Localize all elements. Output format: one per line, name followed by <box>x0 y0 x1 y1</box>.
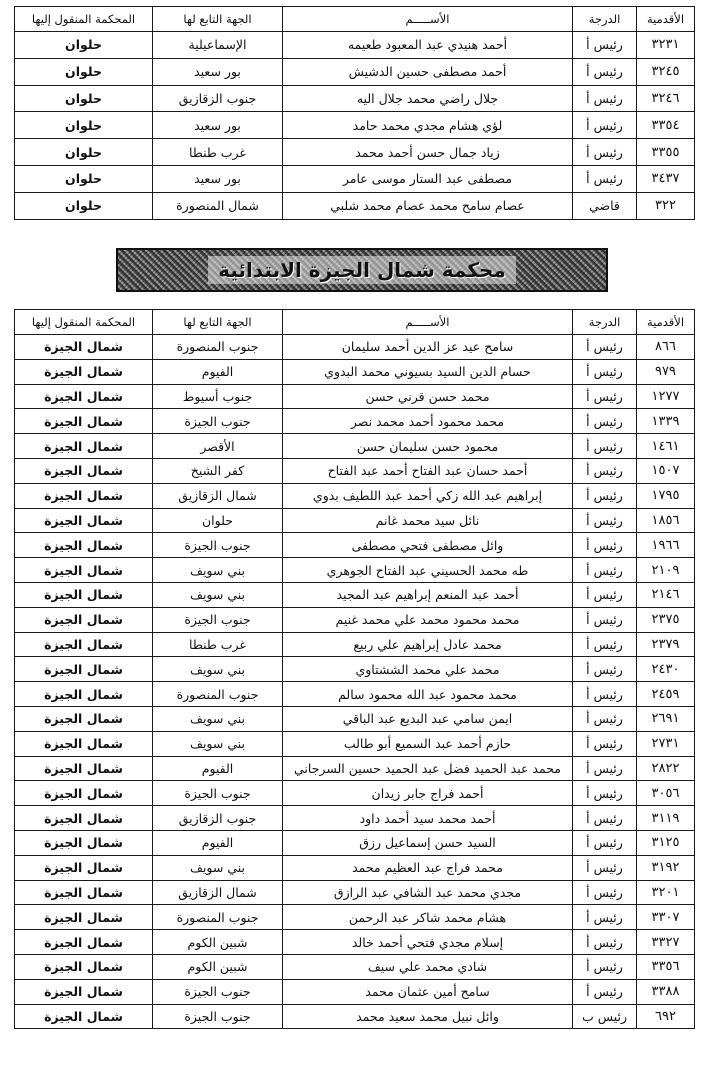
cell-name: أحمد فراج جابر زيدان <box>283 781 573 806</box>
cell-name: محمد عبد الحميد فضل عبد الحميد حسين السرجاني <box>283 756 573 781</box>
cell-grade: رئيس أ <box>573 979 637 1004</box>
table-row <box>15 85 695 112</box>
table-row <box>15 855 695 880</box>
cell-seniority: ١٣٣٩ <box>637 409 695 434</box>
cell-seniority: ٢٧٣١ <box>637 731 695 756</box>
cell-grade: رئيس أ <box>573 781 637 806</box>
table-row <box>15 632 695 657</box>
table-row <box>15 607 695 632</box>
cell-grade: رئيس أ <box>573 112 637 139</box>
cell-seniority: ٢١٠٩ <box>637 558 695 583</box>
cell-to: شمال الجيزة <box>15 756 153 781</box>
cell-grade: رئيس أ <box>573 706 637 731</box>
cell-to: شمال الجيزة <box>15 582 153 607</box>
cell-from: شمال الزقازيق <box>153 483 283 508</box>
cell-to: شمال الجيزة <box>15 1004 153 1029</box>
cell-from: بور سعيد <box>153 58 283 85</box>
table-row <box>15 905 695 930</box>
cell-grade: رئيس أ <box>573 32 637 59</box>
cell-name: محمد علي محمد الششتاوي <box>283 657 573 682</box>
cell-seniority: ٣٤٣٧ <box>637 165 695 192</box>
section-title: محكمة شمال الجيزة الابتدائية <box>208 256 516 284</box>
cell-to: شمال الجيزة <box>15 458 153 483</box>
cell-from: شمال الزقازيق <box>153 880 283 905</box>
cell-to: حلوان <box>15 58 153 85</box>
cell-seniority: ٣٢٢ <box>637 192 695 219</box>
cell-name: وائل مصطفى فتحي مصطفى <box>283 533 573 558</box>
cell-from: بور سعيد <box>153 112 283 139</box>
table-row <box>15 781 695 806</box>
cell-name: محمد فراج عبد العظيم محمد <box>283 855 573 880</box>
table-row <box>15 706 695 731</box>
cell-name: زياد جمال حسن أحمد محمد <box>283 139 573 166</box>
cell-grade: رئيس أ <box>573 731 637 756</box>
cell-name: إبراهيم عبد الله زكي أحمد عبد اللطيف بدوي <box>283 483 573 508</box>
cell-grade: رئيس أ <box>573 359 637 384</box>
cell-from: بور سعيد <box>153 165 283 192</box>
cell-to: شمال الجيزة <box>15 409 153 434</box>
table-row <box>15 483 695 508</box>
cell-grade: رئيس أ <box>573 558 637 583</box>
table-row <box>15 930 695 955</box>
cell-from: جنوب الجيزة <box>153 1004 283 1029</box>
table-row <box>15 682 695 707</box>
table-row <box>15 335 695 360</box>
cell-to: شمال الجيزة <box>15 706 153 731</box>
cell-to: شمال الجيزة <box>15 905 153 930</box>
cell-to: شمال الجيزة <box>15 533 153 558</box>
table-row <box>15 458 695 483</box>
cell-grade: رئيس أ <box>573 335 637 360</box>
table-row <box>15 359 695 384</box>
cell-seniority: ٣٣٠٧ <box>637 905 695 930</box>
header-from: الجهة التابع لها <box>153 310 283 335</box>
cell-from: شمال المنصورة <box>153 192 283 219</box>
cell-grade: رئيس أ <box>573 954 637 979</box>
cell-seniority: ١٤٦١ <box>637 434 695 459</box>
cell-name: أحمد محمد سيد أحمد داود <box>283 806 573 831</box>
header-to: المحكمة المنقول إليها <box>15 310 153 335</box>
cell-name: محمد محمود أحمد محمد نصر <box>283 409 573 434</box>
cell-to: شمال الجيزة <box>15 979 153 1004</box>
cell-from: بني سويف <box>153 706 283 731</box>
table-row <box>15 409 695 434</box>
cell-seniority: ٢٤٥٩ <box>637 682 695 707</box>
table-row <box>15 830 695 855</box>
cell-grade: رئيس أ <box>573 930 637 955</box>
cell-grade: رئيس أ <box>573 806 637 831</box>
cell-to: شمال الجيزة <box>15 682 153 707</box>
cell-seniority: ٢٣٧٥ <box>637 607 695 632</box>
cell-seniority: ٩٧٩ <box>637 359 695 384</box>
cell-grade: رئيس أ <box>573 458 637 483</box>
cell-from: جنوب الزقازيق <box>153 806 283 831</box>
cell-from: شبين الكوم <box>153 930 283 955</box>
cell-from: جنوب الجيزة <box>153 533 283 558</box>
cell-from: بني سويف <box>153 855 283 880</box>
cell-grade: رئيس أ <box>573 85 637 112</box>
cell-seniority: ٢٣٧٩ <box>637 632 695 657</box>
cell-grade: رئيس ب <box>573 1004 637 1029</box>
cell-seniority: ١٧٩٥ <box>637 483 695 508</box>
cell-seniority: ٢٦٩١ <box>637 706 695 731</box>
cell-seniority: ٣٣٥٦ <box>637 954 695 979</box>
cell-to: شمال الجيزة <box>15 632 153 657</box>
cell-grade: رئيس أ <box>573 830 637 855</box>
header-grade: الدرجة <box>573 310 637 335</box>
cell-name: محمد محمود محمد علي محمد غنيم <box>283 607 573 632</box>
cell-to: حلوان <box>15 32 153 59</box>
cell-name: أحمد عبد المنعم إبراهيم عبد المجيد <box>283 582 573 607</box>
cell-seniority: ٦٩٢ <box>637 1004 695 1029</box>
cell-seniority: ٣١٢٥ <box>637 830 695 855</box>
cell-to: شمال الجيزة <box>15 806 153 831</box>
table-row <box>15 582 695 607</box>
cell-to: شمال الجيزة <box>15 335 153 360</box>
table-row <box>15 806 695 831</box>
cell-name: أحمد حسان عبد الفتاح أحمد عبد الفتاح <box>283 458 573 483</box>
cell-name: حازم أحمد عبد السميع أبو طالب <box>283 731 573 756</box>
cell-from: بني سويف <box>153 558 283 583</box>
cell-to: شمال الجيزة <box>15 607 153 632</box>
table-row <box>15 880 695 905</box>
cell-name: جلال راضي محمد جلال اليه <box>283 85 573 112</box>
cell-to: شمال الجيزة <box>15 483 153 508</box>
cell-seniority: ٣٢٤٥ <box>637 58 695 85</box>
cell-grade: رئيس أ <box>573 855 637 880</box>
cell-grade: رئيس أ <box>573 434 637 459</box>
transfers-table-helwan <box>14 6 695 220</box>
cell-to: شمال الجيزة <box>15 657 153 682</box>
cell-grade: رئيس أ <box>573 632 637 657</box>
cell-grade: رئيس أ <box>573 139 637 166</box>
cell-from: جنوب الجيزة <box>153 409 283 434</box>
cell-from: الفيوم <box>153 756 283 781</box>
table-body <box>15 32 695 220</box>
cell-from: بني سويف <box>153 657 283 682</box>
cell-seniority: ١٨٥٦ <box>637 508 695 533</box>
cell-name: هشام محمد شاكر عبد الرحمن <box>283 905 573 930</box>
cell-from: الفيوم <box>153 359 283 384</box>
cell-to: شمال الجيزة <box>15 781 153 806</box>
cell-grade: رئيس أ <box>573 533 637 558</box>
cell-name: عصام سامح محمد عصام محمد شلبي <box>283 192 573 219</box>
cell-seniority: ٣٣٨٨ <box>637 979 695 1004</box>
cell-from: بني سويف <box>153 582 283 607</box>
cell-seniority: ٢٨٢٢ <box>637 756 695 781</box>
section-banner <box>116 248 608 292</box>
cell-name: السيد حسن إسماعيل رزق <box>283 830 573 855</box>
header-from: الجهة التابع لها <box>153 7 283 32</box>
table-row <box>15 756 695 781</box>
cell-grade: رئيس أ <box>573 607 637 632</box>
cell-seniority: ٣٣٢٧ <box>637 930 695 955</box>
cell-to: حلوان <box>15 165 153 192</box>
cell-to: شمال الجيزة <box>15 359 153 384</box>
table-row <box>15 1004 695 1029</box>
cell-name: مصطفى عبد الستار موسى عامر <box>283 165 573 192</box>
cell-grade: رئيس أ <box>573 756 637 781</box>
table-row <box>15 434 695 459</box>
cell-grade: رئيس أ <box>573 657 637 682</box>
table-row <box>15 112 695 139</box>
cell-to: حلوان <box>15 112 153 139</box>
cell-name: حسام الدين السيد بسيوني محمد البدوي <box>283 359 573 384</box>
table-row <box>15 32 695 59</box>
cell-seniority: ١٢٧٧ <box>637 384 695 409</box>
cell-seniority: ٣١٩٢ <box>637 855 695 880</box>
cell-name: سامح عيد عز الدين أحمد سليمان <box>283 335 573 360</box>
cell-name: محمد حسن قرني حسن <box>283 384 573 409</box>
cell-seniority: ١٥٠٧ <box>637 458 695 483</box>
cell-from: بني سويف <box>153 731 283 756</box>
cell-seniority: ٣١١٩ <box>637 806 695 831</box>
cell-grade: رئيس أ <box>573 384 637 409</box>
cell-to: شمال الجيزة <box>15 384 153 409</box>
cell-from: جنوب المنصورة <box>153 335 283 360</box>
cell-to: شمال الجيزة <box>15 880 153 905</box>
table-row <box>15 384 695 409</box>
cell-seniority: ٣٣٥٥ <box>637 139 695 166</box>
cell-name: سامح أمين عثمان محمد <box>283 979 573 1004</box>
cell-to: شمال الجيزة <box>15 830 153 855</box>
cell-from: شبين الكوم <box>153 954 283 979</box>
cell-grade: رئيس أ <box>573 483 637 508</box>
cell-seniority: ٢٤٣٠ <box>637 657 695 682</box>
cell-from: غرب طنطا <box>153 139 283 166</box>
cell-name: محمد محمود عبد الله محمود سالم <box>283 682 573 707</box>
cell-to: حلوان <box>15 139 153 166</box>
cell-grade: رئيس أ <box>573 682 637 707</box>
cell-seniority: ١٩٦٦ <box>637 533 695 558</box>
cell-seniority: ٨٦٦ <box>637 335 695 360</box>
table-row <box>15 165 695 192</box>
cell-to: حلوان <box>15 192 153 219</box>
cell-to: شمال الجيزة <box>15 434 153 459</box>
cell-seniority: ٣٢٣١ <box>637 32 695 59</box>
cell-to: شمال الجيزة <box>15 508 153 533</box>
cell-from: غرب طنطا <box>153 632 283 657</box>
cell-grade: رئيس أ <box>573 905 637 930</box>
cell-name: أحمد مصطفى حسين الدشيش <box>283 58 573 85</box>
header-grade: الدرجة <box>573 7 637 32</box>
cell-from: الأقصر <box>153 434 283 459</box>
cell-seniority: ٣٢٠١ <box>637 880 695 905</box>
table-row <box>15 657 695 682</box>
cell-seniority: ٣٠٥٦ <box>637 781 695 806</box>
cell-from: جنوب المنصورة <box>153 905 283 930</box>
table-row <box>15 558 695 583</box>
cell-from: حلوان <box>153 508 283 533</box>
cell-seniority: ٣٣٥٤ <box>637 112 695 139</box>
cell-from: جنوب الجيزة <box>153 781 283 806</box>
table-row <box>15 58 695 85</box>
cell-from: جنوب الزقازيق <box>153 85 283 112</box>
table-row <box>15 533 695 558</box>
cell-from: جنوب الجيزة <box>153 607 283 632</box>
cell-seniority: ٣٢٤٦ <box>637 85 695 112</box>
cell-name: نائل سيد محمد غانم <box>283 508 573 533</box>
table-row <box>15 192 695 219</box>
table-body <box>15 335 695 1029</box>
table-row <box>15 508 695 533</box>
header-name: الأســـــم <box>283 310 573 335</box>
cell-to: حلوان <box>15 85 153 112</box>
cell-grade: رئيس أ <box>573 409 637 434</box>
cell-grade: رئيس أ <box>573 58 637 85</box>
cell-name: محمود حسن سليمان حسن <box>283 434 573 459</box>
cell-name: أحمد هنيدي عبد المعبود طعيمه <box>283 32 573 59</box>
cell-name: إسلام مجدي فتحي أحمد خالد <box>283 930 573 955</box>
header-seniority: الأقدمية <box>637 7 695 32</box>
cell-from: الإسماعيلية <box>153 32 283 59</box>
cell-name: وائل نبيل محمد سعيد محمد <box>283 1004 573 1029</box>
table-row <box>15 979 695 1004</box>
table-header-row <box>15 7 695 32</box>
cell-to: شمال الجيزة <box>15 558 153 583</box>
cell-to: شمال الجيزة <box>15 855 153 880</box>
cell-from: جنوب الجيزة <box>153 979 283 1004</box>
cell-name: محمد عادل إبراهيم علي ربيع <box>283 632 573 657</box>
cell-grade: رئيس أ <box>573 508 637 533</box>
cell-name: شادي محمد علي سيف <box>283 954 573 979</box>
table-header-row <box>15 310 695 335</box>
transfers-table-north-giza <box>14 309 695 1029</box>
header-to: المحكمة المنقول إليها <box>15 7 153 32</box>
cell-name: ايمن سامي عبد البديع عبد الباقي <box>283 706 573 731</box>
cell-grade: رئيس أ <box>573 880 637 905</box>
cell-grade: رئيس أ <box>573 165 637 192</box>
cell-to: شمال الجيزة <box>15 930 153 955</box>
cell-seniority: ٢١٤٦ <box>637 582 695 607</box>
cell-from: جنوب المنصورة <box>153 682 283 707</box>
table-row <box>15 731 695 756</box>
table-row <box>15 954 695 979</box>
cell-grade: رئيس أ <box>573 582 637 607</box>
cell-grade: قاضي <box>573 192 637 219</box>
table-row <box>15 139 695 166</box>
cell-name: لؤي هشام مجدي محمد حامد <box>283 112 573 139</box>
cell-from: جنوب أسيوط <box>153 384 283 409</box>
cell-to: شمال الجيزة <box>15 954 153 979</box>
cell-name: طه محمد الحسيني عبد الفتاح الجوهري <box>283 558 573 583</box>
cell-from: كفر الشيخ <box>153 458 283 483</box>
cell-from: الفيوم <box>153 830 283 855</box>
header-seniority: الأقدمية <box>637 310 695 335</box>
header-name: الأســـــم <box>283 7 573 32</box>
cell-name: مجدي محمد عبد الشافي عبد الرازق <box>283 880 573 905</box>
cell-to: شمال الجيزة <box>15 731 153 756</box>
